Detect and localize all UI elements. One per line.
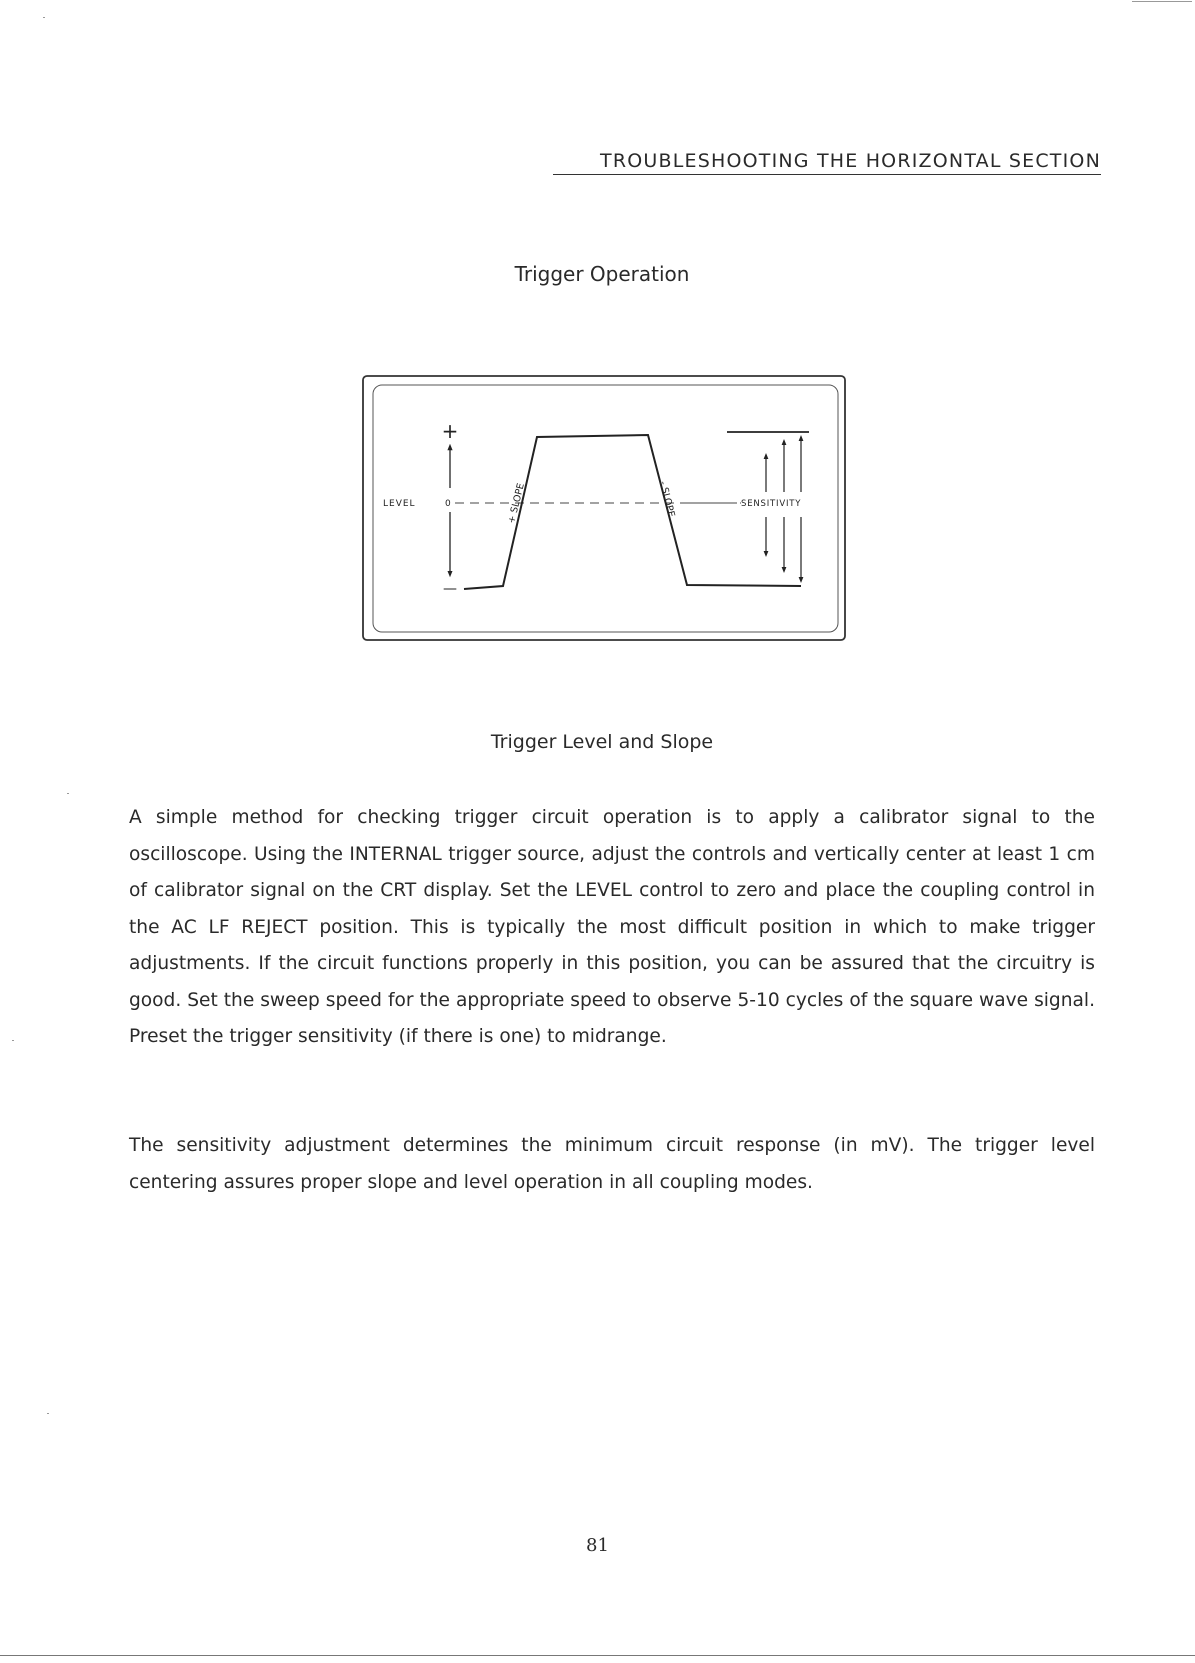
scan-speck <box>47 1413 49 1414</box>
plus-slope-label: + SLOPE <box>506 482 527 525</box>
zero-label: 0 <box>445 499 451 509</box>
trigger-level-slope-figure <box>361 374 847 642</box>
body-paragraph-1: A simple method for checking trigger circuit operation is to apply a calibrator signal to the oscilloscope. Using the INTERNAL trigger source, adjust the controls and vertically center at least 1 cm of calibrator signal on the CRT display. Set the LEVEL control to zero and place the coupling control in the AC LF REJECT position. This is typically the most difficult position in which to make trigger adjustments. If the circuit functions properly in this position, you can be assured that the circuitry is good. Set the sweep speed for the appropriate speed to observe 5-10 cycles of the square wave signal. Preset the trigger sensitivity (if there is one) to midrange. <box>129 807 1095 1047</box>
level-label: LEVEL <box>383 499 416 509</box>
running-header: TROUBLESHOOTING THE HORIZONTAL SECTION <box>553 150 1101 175</box>
scan-speck <box>67 793 69 794</box>
scan-bottom-edge <box>0 1655 1195 1656</box>
figure-caption: Trigger Level and Slope <box>490 731 714 753</box>
section-title: Trigger Operation <box>514 262 690 286</box>
waveform-diagram <box>361 374 847 642</box>
page-number: 81 <box>586 1535 609 1556</box>
sensitivity-label: SENSITIVITY <box>741 499 802 509</box>
plus-sign: + <box>441 419 459 443</box>
minus-slope-label: - SLOPE <box>657 480 677 519</box>
scan-speck <box>43 17 45 18</box>
body-paragraph-2: The sensitivity adjustment determines the minimum circuit response (in mV). The trigger level centering assures proper slope and level operation in all coupling modes. <box>129 1135 1095 1193</box>
scan-corner-mark <box>1132 1 1192 2</box>
minus-sign: — <box>443 581 457 597</box>
scan-speck <box>12 1040 14 1041</box>
